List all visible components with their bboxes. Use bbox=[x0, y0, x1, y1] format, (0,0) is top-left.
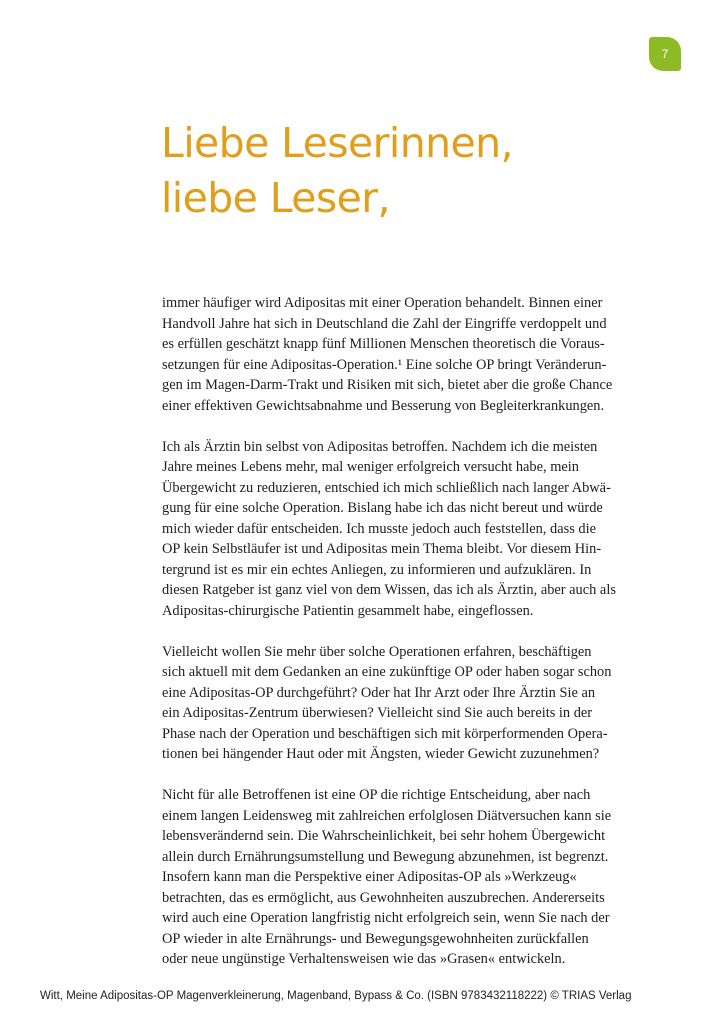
paragraph bbox=[162, 642, 672, 765]
page-title bbox=[161, 116, 681, 226]
text-line: gung für eine solche Operation. Bislang habe ich das nicht bereut und würde bbox=[162, 500, 603, 516]
title-line-2: liebe Leser, bbox=[161, 174, 390, 222]
text-line: Ich als Ärztin bin selbst von Adipositas betroffen. Nachdem ich die meisten bbox=[162, 438, 598, 455]
text-line: diesen Ratgeber ist ganz viel von dem Wissen, das ich als Ärztin, aber auch als bbox=[162, 582, 616, 598]
body-text bbox=[162, 293, 672, 990]
paragraph bbox=[162, 293, 672, 416]
text-line: allein durch Ernährungsumstellung und Bewegung abzunehmen, ist begrenzt. bbox=[162, 848, 609, 865]
text-line: eine Adipositas-OP durchgeführt? Oder hat Ihr Arzt oder Ihre Ärztin Sie an bbox=[162, 684, 596, 701]
text-line: einem langen Leidensweg mit zahlreichen erfolglosen Diätversuchen kann sie bbox=[162, 807, 612, 824]
paragraph bbox=[162, 785, 672, 970]
text-line: ein Adipositas-Zentrum überwiesen? Vielleicht sind Sie auch bereits in der bbox=[162, 705, 593, 721]
text-line: OP kein Selbstläufer ist und Adipositas mein Thema bleibt. Vor diesem Hin- bbox=[162, 541, 602, 557]
text-line: mich wieder dafür entscheiden. Ich musste jedoch auch feststellen, dass die bbox=[162, 520, 596, 537]
text-line: oder neue ungünstige Verhaltensweisen wie das »Grasen« entwickeln. bbox=[162, 951, 566, 967]
text-line: Vielleicht wollen Sie mehr über solche Operationen erfahren, beschäftigen bbox=[162, 643, 592, 660]
text-line: Nicht für alle Betroffenen ist eine OP die richtige Entscheidung, aber nach bbox=[162, 787, 591, 803]
footer-citation: Witt, Meine Adipositas-OP Magenverkleinerung, Magenband, Bypass & Co. (ISBN 9783432118222) © TRIAS Verlag bbox=[40, 990, 632, 1002]
text-line: Phase nach der Operation und beschäftigen sich mit körperformenden Opera- bbox=[162, 725, 608, 742]
text-line: tionen bei hängender Haut oder mit Ängsten, wieder Gewicht zuzunehmen? bbox=[162, 746, 600, 762]
text-line: es erfüllen geschätzt knapp fünf Millionen Menschen theoretisch die Voraus- bbox=[162, 336, 605, 352]
page-number: 7 bbox=[661, 47, 669, 61]
text-line: wird auch eine Operation langfristig nicht erfolgreich sein, wenn Sie nach der bbox=[162, 910, 610, 926]
text-line: tergrund ist es mir ein echtes Anliegen, zu informieren und aufzuklären. In bbox=[162, 561, 592, 578]
page-number-badge bbox=[649, 37, 681, 71]
text-line: gen im Magen-Darm-Trakt und Risiken mit sich, bietet aber die große Chance bbox=[162, 377, 613, 393]
text-line: lebensverändernd sein. Die Wahrscheinlichkeit, bei sehr hohem Übergewicht bbox=[162, 828, 606, 844]
text-line: betrachten, das es ermöglicht, aus Gewohnheiten auszubrechen. Andererseits bbox=[162, 889, 605, 906]
paragraph bbox=[162, 437, 672, 622]
text-line: einer effektiven Gewichtsabnahme und Besserung von Begleiterkrankungen. bbox=[162, 397, 605, 414]
text-line: Insofern kann man die Perspektive einer Adipositas-OP als »Werkzeug« bbox=[162, 869, 577, 885]
text-line: Übergewicht zu reduzieren, entschied ich mich schließlich nach langer Abwä- bbox=[162, 479, 611, 496]
text-line: immer häufiger wird Adipositas mit einer Operation behandelt. Binnen einer bbox=[162, 295, 603, 311]
text-line: sich aktuell mit dem Gedanken an eine zukünftige OP oder haben sogar schon bbox=[162, 664, 612, 680]
title-line-1: Liebe Leserinnen, bbox=[161, 119, 513, 167]
text-line: Jahre meines Lebens mehr, mal weniger erfolgreich versucht habe, mein bbox=[162, 459, 579, 475]
text-line: OP wieder in alte Ernährungs- und Bewegungsgewohnheiten zurückfallen bbox=[162, 930, 589, 947]
text-line: Handvoll Jahre hat sich in Deutschland die Zahl der Eingriffe verdoppelt und bbox=[162, 315, 607, 332]
text-line: Adipositas-chirurgische Patientin gesammelt habe, eingeflossen. bbox=[162, 602, 534, 619]
text-line: setzungen für eine Adipositas-Operation.¹ Eine solche OP bringt Veränderun- bbox=[162, 356, 607, 373]
